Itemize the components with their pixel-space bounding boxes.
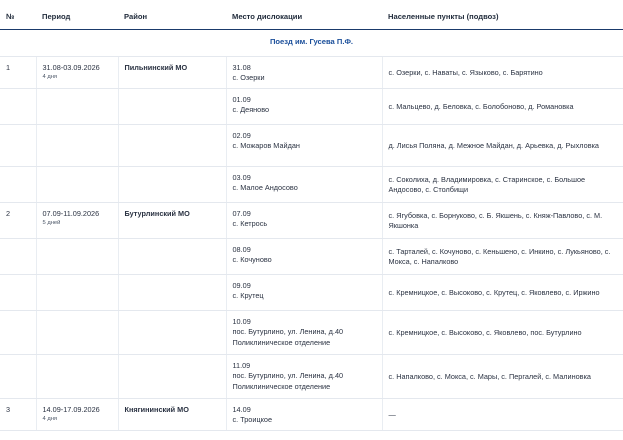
table-row bbox=[0, 202, 623, 238]
location-cell bbox=[226, 88, 382, 124]
table-row bbox=[0, 354, 623, 398]
location-cell bbox=[226, 310, 382, 354]
district-cell bbox=[118, 88, 226, 124]
settlements-cell: с. Ягубовка, с. Борнуково, с. Б. Якшень, с. Княж-Павлово, с. М. Якшонка bbox=[382, 202, 623, 238]
row-number: 1 bbox=[0, 56, 36, 88]
row-number bbox=[0, 124, 36, 166]
row-number bbox=[0, 310, 36, 354]
row-number bbox=[0, 274, 36, 310]
location-date: 01.09 bbox=[232, 94, 251, 104]
period-cell bbox=[36, 166, 118, 202]
table-row bbox=[0, 124, 623, 166]
period-cell bbox=[36, 398, 118, 430]
period-cell bbox=[36, 274, 118, 310]
district-cell bbox=[118, 274, 226, 310]
table-row bbox=[0, 56, 623, 88]
settlements-cell: с. Кремницкое, с. Высоково, с. Крутец, с. Яковлево, с. Иржино bbox=[382, 274, 623, 310]
train-group-title: Поезд им. Гусева П.Ф. bbox=[0, 30, 623, 57]
period-cell bbox=[36, 56, 118, 88]
period-cell bbox=[36, 124, 118, 166]
location-place: с. Троицкое bbox=[232, 415, 273, 424]
col-header-number: № bbox=[0, 0, 36, 30]
location-place: с. Кетрось bbox=[232, 219, 268, 228]
period-cell bbox=[36, 88, 118, 124]
row-number: 2 bbox=[0, 202, 36, 238]
location-cell bbox=[226, 354, 382, 398]
period-range: 07.09-11.09.2026 bbox=[42, 208, 100, 218]
location-date: 31.08 bbox=[232, 62, 251, 72]
district-cell: Княгининский МО bbox=[118, 398, 226, 430]
table-row bbox=[0, 88, 623, 124]
location-place: с. Кочуново bbox=[232, 255, 272, 264]
period-cell bbox=[36, 202, 118, 238]
row-number bbox=[0, 88, 36, 124]
settlements-cell: с. Напалково, с. Мокса, с. Мары, с. Пергалей, с. Малиновка bbox=[382, 354, 623, 398]
location-date: 08.09 bbox=[232, 244, 251, 254]
settlements-cell: с. Мальцево, д. Беловка, с. Болобоново, д. Романовка bbox=[382, 88, 623, 124]
district-cell bbox=[118, 238, 226, 274]
table-header-row bbox=[0, 0, 623, 30]
location-date: 03.09 bbox=[232, 172, 251, 182]
table-row bbox=[0, 274, 623, 310]
period-range: 31.08-03.09.2026 bbox=[42, 62, 100, 72]
location-date: 14.09 bbox=[232, 404, 251, 414]
col-header-settlements: Населенные пункты (подвоз) bbox=[382, 0, 623, 30]
district-cell: Бутурлинский МО bbox=[118, 202, 226, 238]
period-cell bbox=[36, 238, 118, 274]
period-duration: 5 дней bbox=[42, 220, 61, 226]
district-cell bbox=[118, 124, 226, 166]
location-place: с. Малое Андосово bbox=[232, 183, 298, 192]
period-range: 14.09-17.09.2026 bbox=[42, 404, 100, 414]
settlements-cell: — bbox=[382, 398, 623, 430]
location-place: пос. Бутурлино, ул. Ленина, д.40 Поликлиническое отделение bbox=[232, 327, 344, 347]
district-cell: Пильнинский МО bbox=[118, 56, 226, 88]
location-cell bbox=[226, 202, 382, 238]
col-header-district: Район bbox=[118, 0, 226, 30]
row-number bbox=[0, 238, 36, 274]
location-place: с. Можаров Майдан bbox=[232, 141, 300, 150]
period-duration: 4 дня bbox=[42, 74, 58, 80]
table-row bbox=[0, 166, 623, 202]
settlements-cell: с. Кремницкое, с. Высоково, с. Яковлево, пос. Бутурлино bbox=[382, 310, 623, 354]
district-cell bbox=[118, 310, 226, 354]
location-cell bbox=[226, 124, 382, 166]
location-date: 07.09 bbox=[232, 208, 251, 218]
district-cell bbox=[118, 166, 226, 202]
settlements-cell: с. Озерки, с. Наваты, с. Языково, с. Барятино bbox=[382, 56, 623, 88]
table-row bbox=[0, 238, 623, 274]
location-date: 11.09 bbox=[232, 360, 251, 370]
period-duration: 4 дня bbox=[42, 416, 58, 422]
group-row bbox=[0, 30, 623, 57]
settlements-cell: д. Лисья Поляна, д. Межное Майдан, д. Арьевка, д. Рыхловка bbox=[382, 124, 623, 166]
location-cell bbox=[226, 238, 382, 274]
district-cell bbox=[118, 354, 226, 398]
location-date: 10.09 bbox=[232, 316, 251, 326]
col-header-location: Место дислокации bbox=[226, 0, 382, 30]
location-cell bbox=[226, 274, 382, 310]
location-place: с. Крутец bbox=[232, 291, 264, 300]
settlements-cell: с. Тарталей, с. Кочуново, с. Кеньшено, с. Инкино, с. Лукьяново, с. Мокса, с. Напалково bbox=[382, 238, 623, 274]
period-cell bbox=[36, 354, 118, 398]
location-cell bbox=[226, 166, 382, 202]
row-number: 3 bbox=[0, 398, 36, 430]
settlements-cell: с. Соколиха, д. Владимировка, с. Старинское, с. Большое Андосово, с. Столбищи bbox=[382, 166, 623, 202]
location-place: пос. Бутурлино, ул. Ленина, д.40 Поликлиническое отделение bbox=[232, 371, 344, 391]
table-row bbox=[0, 310, 623, 354]
location-date: 09.09 bbox=[232, 280, 251, 290]
location-place: с. Деяново bbox=[232, 105, 270, 114]
row-number bbox=[0, 166, 36, 202]
location-cell bbox=[226, 56, 382, 88]
row-number bbox=[0, 354, 36, 398]
period-cell bbox=[36, 310, 118, 354]
col-header-period: Период bbox=[36, 0, 118, 30]
location-place: с. Озерки bbox=[232, 73, 265, 82]
location-date: 02.09 bbox=[232, 130, 251, 140]
table-row bbox=[0, 398, 623, 430]
location-cell bbox=[226, 398, 382, 430]
